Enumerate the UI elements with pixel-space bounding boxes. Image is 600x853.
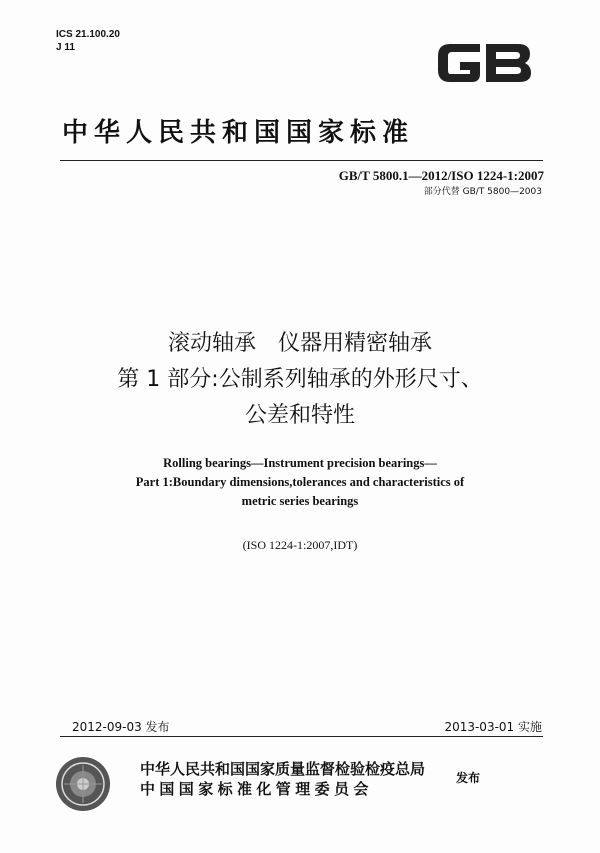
implementation-date: 2013-03-01 实施 — [444, 720, 542, 734]
chinese-title-line: 公差和特性 — [244, 403, 355, 428]
issue-date: 2012-09-03 发布 — [72, 720, 170, 734]
chinese-title-line: 滚动轴承 仪器用精密轴承 — [167, 331, 432, 356]
ccs-code: J 11 — [56, 42, 75, 53]
iso-reference: (ISO 1224-1:2007,IDT) — [242, 538, 358, 552]
issuing-authorities — [140, 759, 425, 799]
chinese-title — [0, 326, 600, 434]
gb-logo-icon — [432, 34, 536, 92]
issuer-aqsiq: 中华人民共和国国家质量监督检验检疫总局 — [140, 760, 426, 778]
replaces-note: 部分代替 GB/T 5800—2003 — [423, 187, 542, 197]
english-title-line: Rolling bearings—Instrument precision bearings— — [163, 456, 437, 470]
chinese-title-line: 第 1 部分:公制系列轴承的外形尺寸、 — [117, 367, 483, 392]
gb-logo — [432, 34, 536, 92]
english-title-line: Part 1:Boundary dimensions,tolerances and characteristics of — [135, 475, 465, 489]
classification-codes — [56, 28, 120, 54]
official-seal-icon — [54, 755, 112, 813]
footer-divider — [60, 736, 543, 737]
header-divider — [60, 160, 543, 161]
issuer-sac: 中国国家标准化管理委员会 — [140, 780, 373, 798]
english-title-line: metric series bearings — [241, 494, 359, 508]
issue-label: 发布 — [456, 771, 481, 785]
ics-code: ICS 21.100.20 — [56, 29, 120, 40]
english-title — [0, 454, 600, 511]
standard-number: GB/T 5800.1—2012/ISO 1224-1:2007 — [338, 168, 544, 183]
national-standard-title: 中华人民共和国国家标准 — [62, 118, 415, 148]
